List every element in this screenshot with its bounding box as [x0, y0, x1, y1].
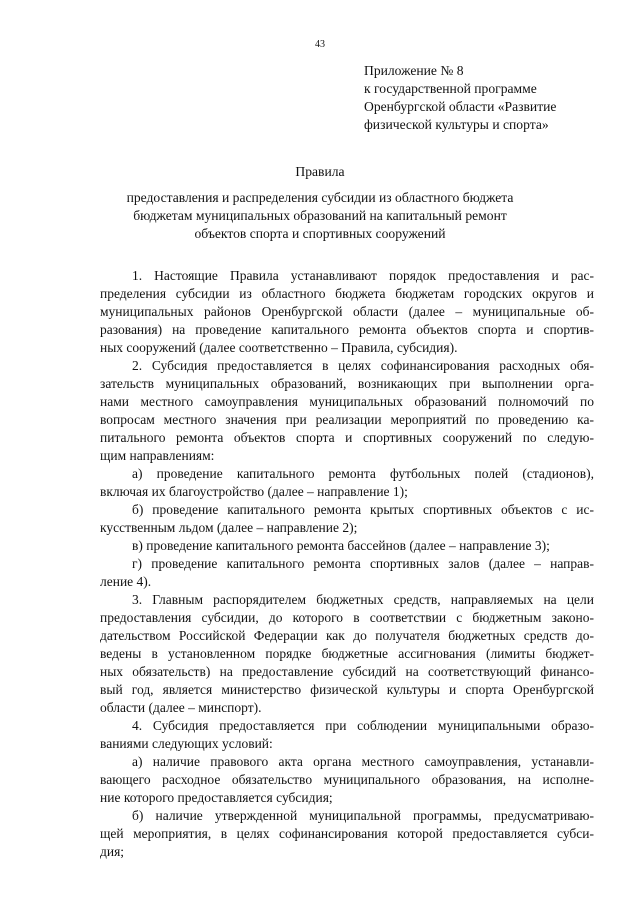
paragraph-line: ление 4).: [100, 574, 152, 589]
paragraph-line: ведены в установленном порядке бюджетные ассигнования (лимиты бюджет-: [100, 646, 594, 661]
paragraph-line: б) проведение капитального ремонта крытых спортивных объектов с ис-: [132, 502, 594, 517]
paragraph-line: б) наличие утвержденной муниципальной программы, предусматриваю-: [132, 808, 594, 823]
paragraph-line: г) проведение капитального ремонта спортивных залов (далее – направ-: [132, 556, 594, 571]
paragraph-line: а) проведение капитального ремонта футбольных полей (стадионов),: [132, 466, 594, 481]
title-word: Правила: [295, 164, 345, 179]
paragraph-line: вопросам местного значения при реализации мероприятий по проведению ка-: [100, 412, 594, 427]
paragraph-line: нами местного самоуправления муниципальных образований полномочий по: [100, 394, 594, 409]
paragraph-line: вый год, является министерство физической культуры и спорта Оренбургской: [100, 682, 594, 697]
paragraph-line: 1. Настоящие Правила устанавливают порядок предоставления и рас-: [132, 268, 594, 283]
paragraph-line: ных сооружений (далее соответственно – Правила, субсидия).: [100, 340, 458, 355]
paragraph-line: щей мероприятия, в целях софинансирования которой предоставляется субси-: [100, 826, 594, 841]
paragraph-line: ние которого предоставляется субсидия;: [100, 790, 333, 805]
paragraph-line: 3. Главным распорядителем бюджетных средств, направляемых на цели: [132, 592, 594, 607]
paragraph-line: а) наличие правового акта органа местного самоуправления, устанавли-: [132, 754, 594, 769]
title-line: бюджетам муниципальных образований на капитальный ремонт: [133, 208, 507, 223]
paragraph-line: муниципальных районов Оренбургской области (далее – муниципальные об-: [100, 304, 594, 319]
paragraph-line: вающего расходное обязательство муниципального образования, на исполне-: [100, 772, 594, 787]
paragraph-line: зательств муниципальных образований, возникающих при выполнении орга-: [100, 376, 594, 391]
paragraph-line: 2. Субсидия предоставляется в целях софинансирования расходных обя-: [132, 358, 594, 373]
paragraph-line: кусственным льдом (далее – направление 2);: [100, 520, 358, 535]
paragraph-line: ных обязательств) на предоставление субсидий на соответствующий финансо-: [100, 664, 594, 679]
paragraph-line: включая их благоустройство (далее – направление 1);: [100, 484, 408, 499]
title-line: объектов спорта и спортивных сооружений: [194, 226, 446, 241]
document-title: [0, 163, 640, 243]
paragraph-line: дия;: [100, 844, 125, 859]
paragraph-line: питального ремонта объектов спорта и спортивных сооружений по следую-: [100, 430, 594, 445]
paragraph-line: области (далее – минспорт).: [100, 700, 262, 715]
appendix-line: к государственной программе: [364, 81, 537, 96]
paragraph-line: пределения субсидии из областного бюджета бюджетам городских округов и: [100, 286, 594, 301]
paragraph-line: дательством Российской Федерации как до получателя бюджетных средств до-: [100, 628, 594, 643]
page-number: 43: [315, 39, 325, 50]
appendix-line: физической культуры и спорта»: [364, 117, 549, 132]
body-text: [100, 267, 594, 861]
paragraph-line: предоставления субсидии, до которого в соответствии с бюджетным законо-: [100, 610, 594, 625]
appendix-line: Приложение № 8: [364, 63, 464, 78]
paragraph-line: в) проведение капитального ремонта бассейнов (далее – направление 3);: [132, 538, 550, 553]
paragraph-line: ваниями следующих условий:: [100, 736, 273, 751]
paragraph-line: разования) на проведение капитального ремонта объектов спорта и спортив-: [100, 322, 594, 337]
paragraph-line: щим направлениям:: [100, 448, 215, 463]
paragraph-line: 4. Субсидия предоставляется при соблюдении муниципальными образо-: [132, 718, 594, 733]
title-line: предоставления и распределения субсидии из областного бюджета: [126, 190, 514, 205]
appendix-header: [364, 62, 624, 134]
appendix-line: Оренбургской области «Развитие: [364, 99, 557, 114]
